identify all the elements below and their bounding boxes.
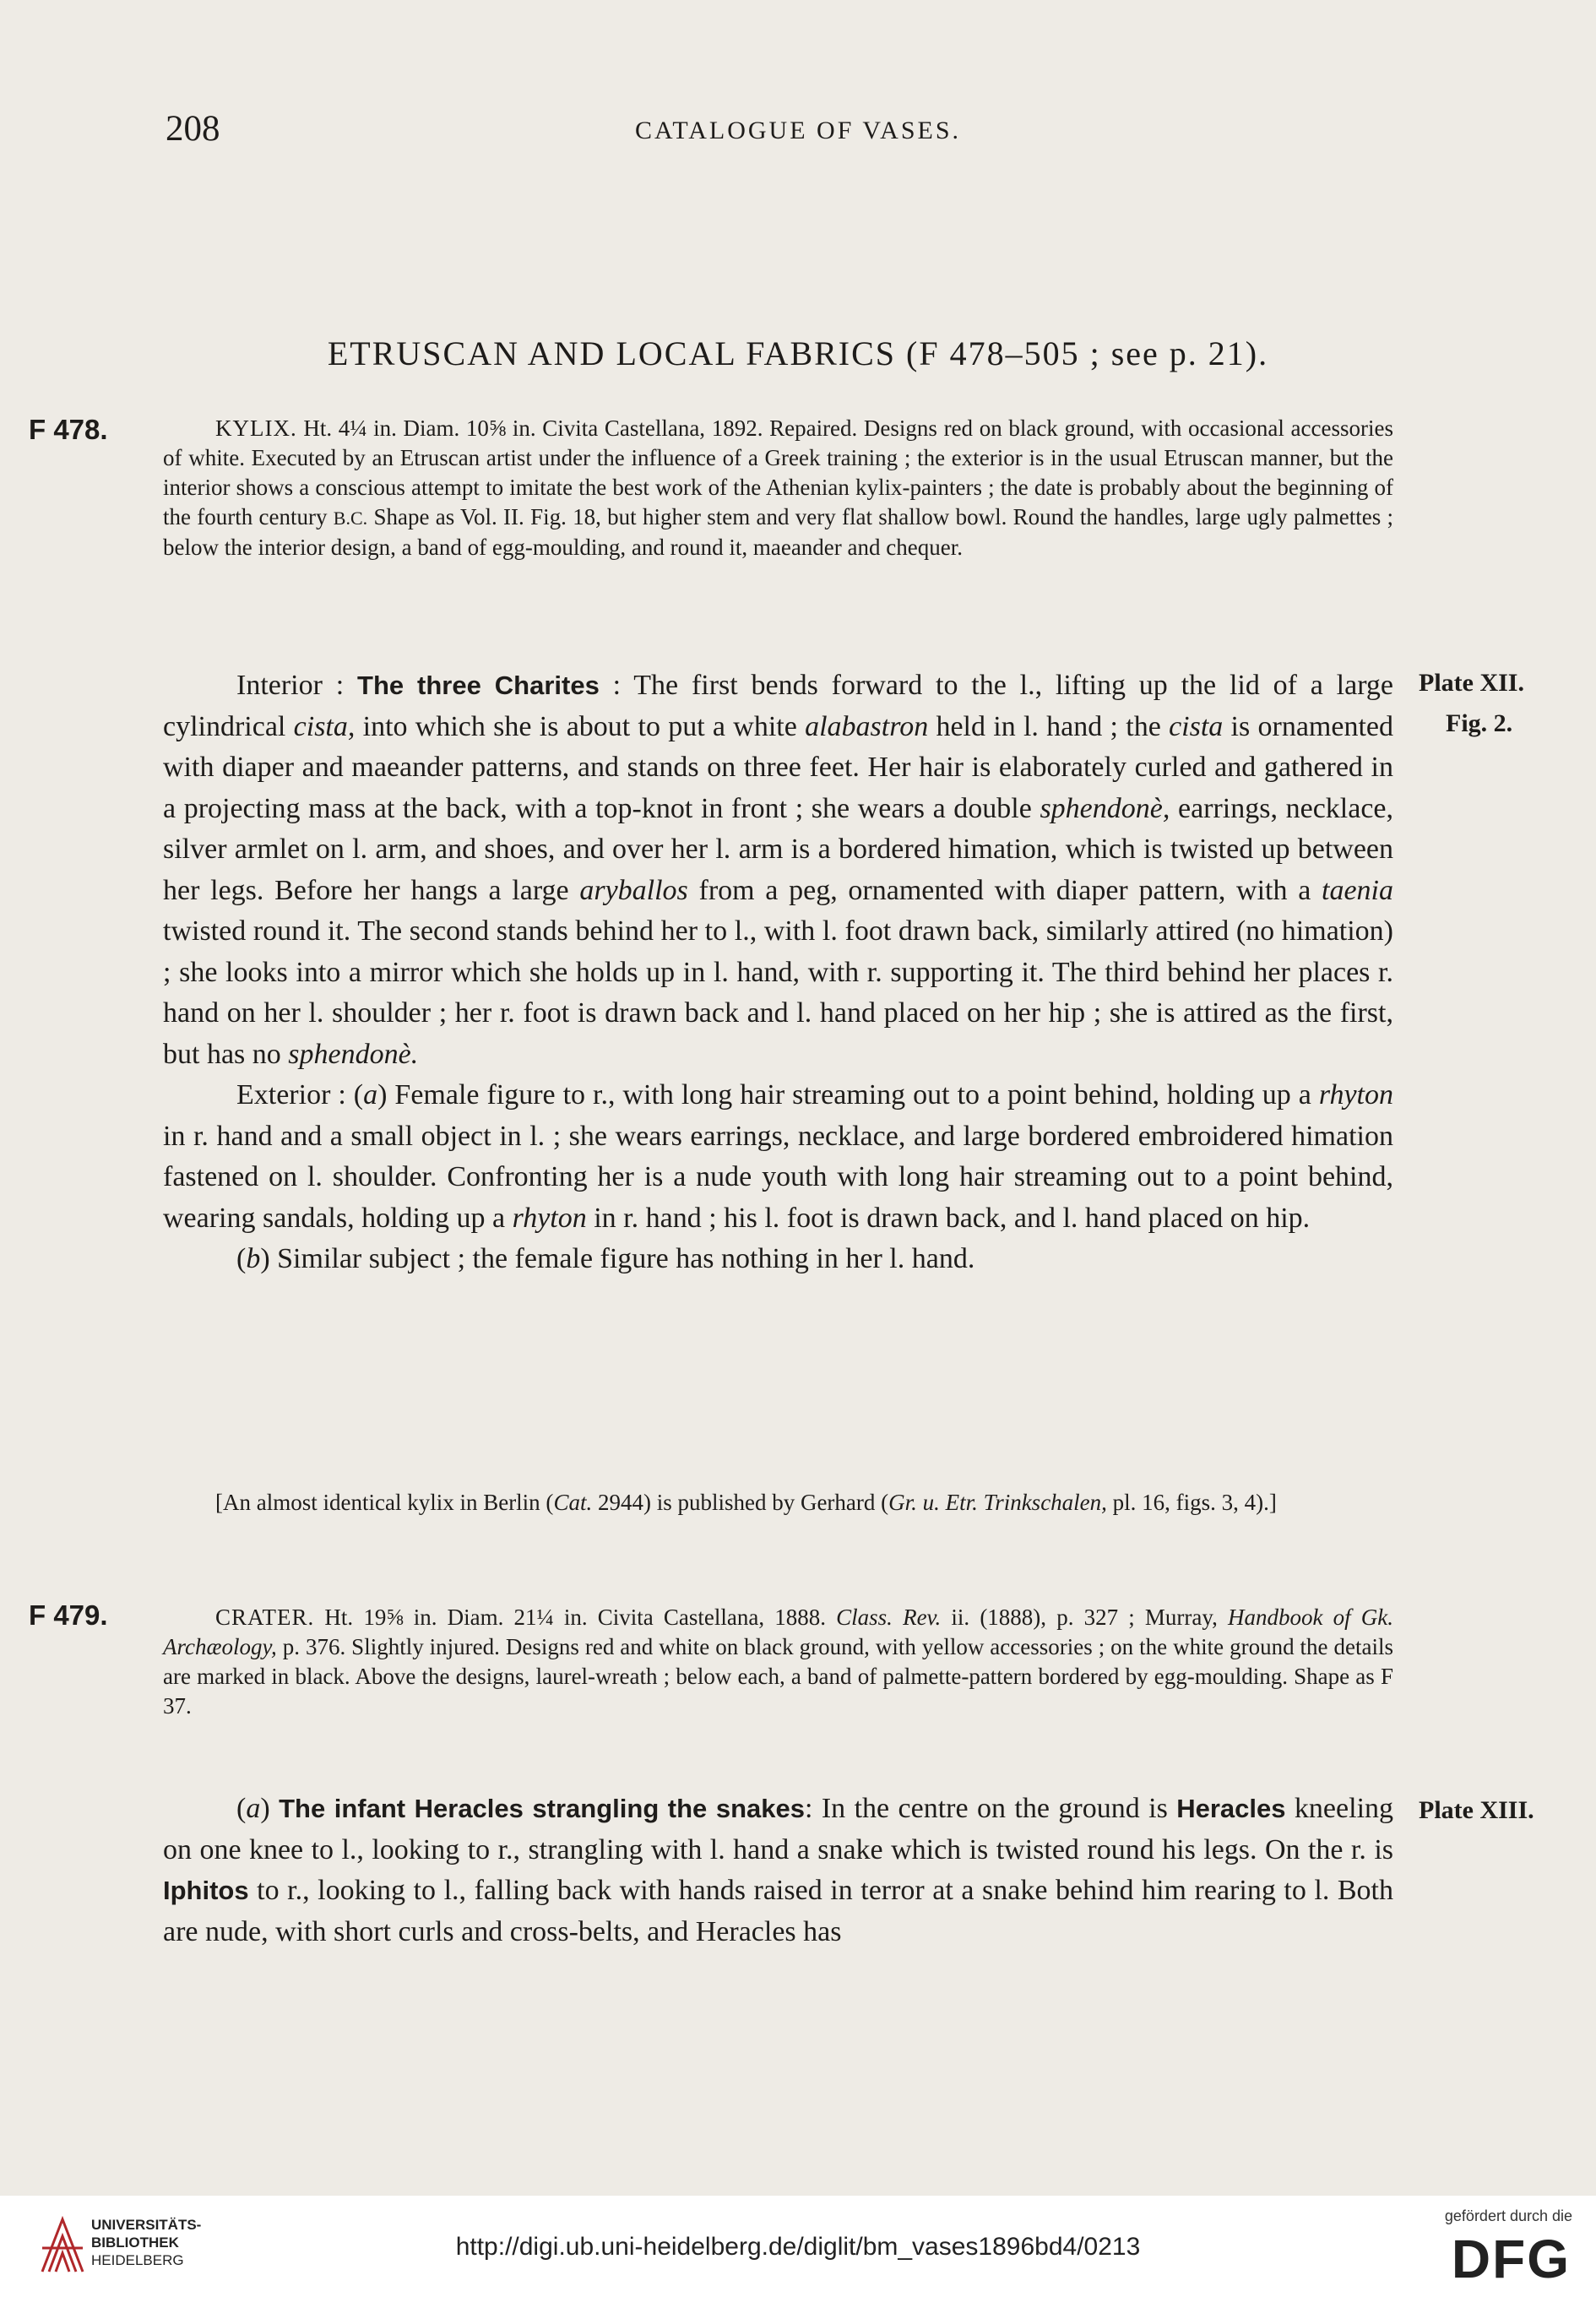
text-run: Ht. 19⅝ in. Diam. 21¼ in. Civita Castellana, 1888. [314, 1605, 837, 1630]
entry-f478-description [163, 414, 1393, 562]
text-run: ( [236, 1793, 247, 1824]
description-text-end: Shape as Vol. II. Fig. 18, but higher stem and very flat shallow bowl. Round the handles, large ugly palmettes ; below the interior design, a band of egg-moulding, and round it, maeander and chequer. [163, 504, 1393, 560]
exterior-paragraph [163, 1075, 1393, 1239]
text-run: held in l. hand ; the [928, 710, 1170, 742]
fig-label: Fig. 2. [1446, 709, 1513, 737]
text-run: in r. hand and a small object in l. ; she wears earrings, necklace, and large bordered embroidered himation fastened on l. shoulder. Confronting her is a nude youth with long hair streaming out to a point behind, wearing sandals, holding up a [163, 1120, 1393, 1234]
text-run: into which she is about to put a white [355, 710, 806, 742]
vase-type: CRATER. [215, 1605, 315, 1630]
italic-term: aryballos [579, 874, 688, 906]
interior-paragraph [163, 665, 1393, 1075]
library-line: HEIDELBERG [91, 2252, 184, 2268]
exterior-b-paragraph [163, 1239, 1393, 1280]
text-run: from a peg, ornamented with diaper pattern, with a [687, 874, 1322, 906]
italic-term: sphendonè. [288, 1038, 419, 1070]
text-run: ( [236, 1243, 247, 1274]
side-a-paragraph [163, 1789, 1393, 1952]
text-run: ) Similar subject ; the female figure has nothing in her l. hand. [260, 1243, 975, 1274]
figure-name: Iphitos [163, 1876, 249, 1905]
library-line: BIBLIOTHEK [91, 2235, 179, 2251]
italic-term: Class. Rev. [836, 1605, 942, 1630]
italic-term: Cat. [553, 1490, 593, 1515]
italic-term: a [246, 1793, 261, 1824]
italic-term: b [246, 1243, 261, 1274]
plate-label: Plate XII. [1419, 669, 1524, 697]
entry-number-f478: F 478. [29, 414, 108, 445]
funded-by-text: gefördert durch die [1444, 2207, 1572, 2224]
italic-term: rhyton [512, 1202, 587, 1234]
text-run: : In the centre on the ground is [804, 1793, 1177, 1824]
entry-f478-note [163, 1488, 1393, 1518]
plate-note-f478 [1419, 663, 1524, 744]
italic-term: rhyton [1318, 1079, 1393, 1110]
library-line: UNIVERSITÄTS- [91, 2217, 202, 2233]
text-run: twisted round it. The second stands behind her to l., with l. foot drawn back, similarly attired (no himation) ; she looks into a mirror which she holds up in l. hand, with r. supporting it. The third behind her places r. hand on her l. shoulder ; her r. foot is drawn back and l. hand placed on her hip ; she is attired as the first, but has no [163, 915, 1393, 1070]
text-run: : The first bends forward to the l., lifting up the lid of a large cylindrical [163, 670, 1394, 742]
text-run: p. 376. Slightly injured. Designs red and white on black ground, with yellow accessories ; on the white ground the details are marked in black. Above the designs, laurel-wreath ; below each, a band of palmette-pattern bordered by egg-moulding. Shape as F 37. [163, 1634, 1393, 1719]
text-run: 2944) is published by Gerhard ( [592, 1490, 889, 1515]
subject-title: The infant Heracles strangling the snakes [279, 1794, 805, 1823]
plate-note-f479: Plate XIII. [1419, 1796, 1534, 1824]
text-run: ) [260, 1793, 280, 1824]
italic-term: alabastron [805, 710, 929, 742]
figure-name: Heracles [1176, 1794, 1286, 1823]
text-run: ii. (1888), p. 327 ; Murray, [941, 1605, 1228, 1630]
description-text: Ht. 4¼ in. Diam. 10⅝ in. Civita Castellana, 1892. Repaired. Designs red on black ground, with occasional accessories of white. Executed by an Etruscan artist under the influence of a Greek training ; the exterior is in the usual Etruscan manner, but the interior shows a conscious attempt to imitate the best work of the Athenian kylix-painters ; the date is probably about the beginning of the fourth century [163, 415, 1393, 529]
text-run: kneeling on one knee to l., looking to r., strangling with l. hand a snake which is twisted round his legs. On the r. is [163, 1793, 1394, 1865]
italic-term: Handbook of Gk. Archæology, [163, 1605, 1393, 1659]
text-run: ) Female figure to r., with long hair streaming out to a point behind, holding up a [377, 1079, 1319, 1110]
italic-term: taenia [1322, 874, 1393, 906]
interior-label: Interior : [236, 670, 345, 701]
text-run: [An almost identical kylix in Berlin ( [215, 1490, 554, 1515]
entry-f478-body [163, 665, 1393, 1280]
text-run: Exterior : ( [236, 1079, 364, 1110]
text-run: in r. hand ; his l. foot is drawn back, and l. hand placed on hip. [586, 1202, 1311, 1234]
section-heading: ETRUSCAN AND LOCAL FABRICS (F 478–505 ; see p. 21). [327, 334, 1269, 372]
entry-f479-body [163, 1789, 1393, 1952]
vase-type: KYLIX. [215, 415, 297, 441]
text-run: is ornamented with diaper and maeander patterns, and stands on three feet. Her hair is elaborately curled and gathered in a projecting mass at the back, with a top-knot in front ; she wears a double [163, 710, 1393, 824]
italic-term: Gr. u. Etr. Trinkschalen, [888, 1490, 1107, 1515]
italic-term: sphendonè, [1040, 792, 1170, 824]
running-head [0, 108, 1596, 159]
footer-bar [0, 2196, 1596, 2297]
page-number: 208 [166, 109, 220, 149]
running-title: CATALOGUE OF VASES. [634, 117, 962, 144]
source-url-link[interactable]: http://digi.ub.uni-heidelberg.de/diglit/bm_vases1896bd4/0213 [455, 2233, 1141, 2261]
entry-number-f479: F 479. [29, 1599, 108, 1631]
bc-abbrev: B.C. [333, 508, 368, 529]
italic-term: cista [1169, 710, 1224, 742]
text-run: pl. 16, figs. 3, 4).] [1106, 1490, 1277, 1515]
entry-f479-description [163, 1603, 1393, 1721]
italic-term: a [363, 1079, 378, 1110]
text-run: to r., looking to l., falling back with hands raised in terror at a snake behind him rearing to l. Both are nude, with short curls and cross-belts, and Heracles has [163, 1875, 1393, 1947]
subject-title: The three Charites [357, 671, 600, 700]
italic-term: cista, [293, 710, 356, 742]
text-run: earrings, necklace, silver armlet on l. arm, and shoes, and over her l. arm is a bordered himation, which is twisted up between her legs. Before her hangs a large [163, 792, 1394, 906]
dfg-logo: DFG [1451, 2229, 1571, 2289]
